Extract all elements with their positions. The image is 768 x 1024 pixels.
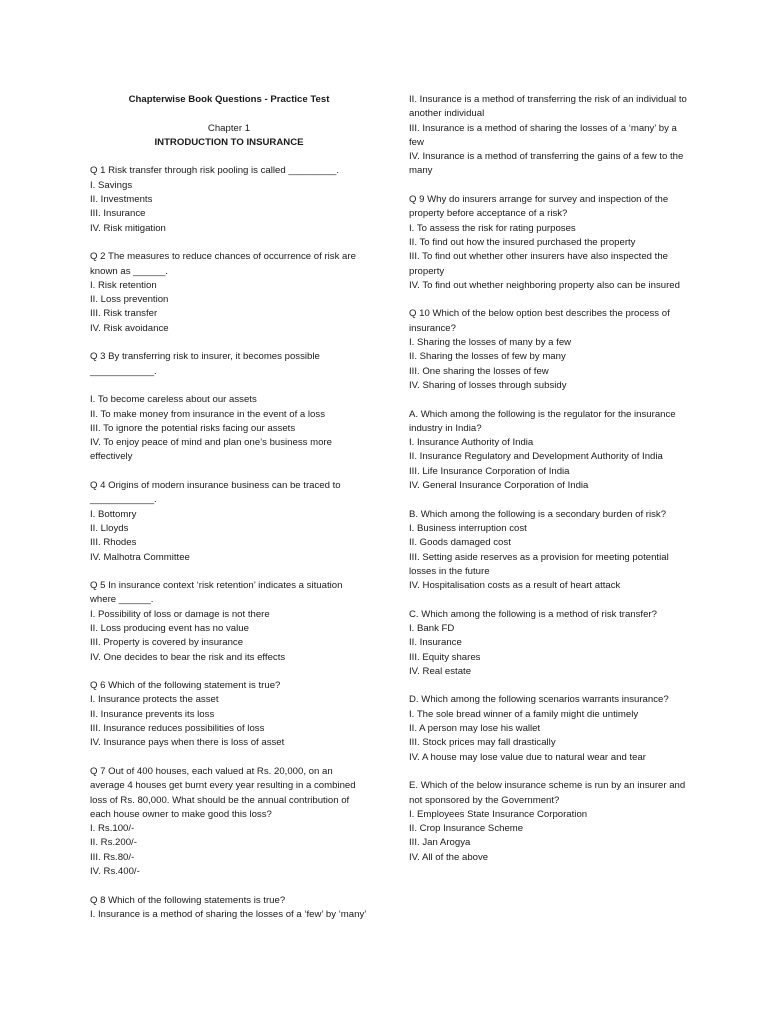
- answer-option: III. To find out whether other insurers have also inspected the property: [409, 251, 669, 277]
- question-prompt: Q 7 Out of 400 houses, each valued at Rs. 20,000, on an average 4 houses get burnt every year resulting in a combined loss of Rs. 80,000. What should be the annual contribution of each house owner to make good this loss?: [90, 765, 356, 820]
- question-block: [409, 608, 691, 679]
- answer-option: IV. To find out whether neighboring property also can be insured: [409, 279, 680, 291]
- question-prompt: Q 9 Why do insurers arrange for survey and inspection of the property before acceptance of a risk?: [409, 194, 669, 220]
- answer-option: III. Rs.80/-: [90, 851, 135, 863]
- answer-option: III. Setting aside reserves as a provision for meeting potential losses in the future: [409, 551, 669, 577]
- question-prompt: Q 8 Which of the following statements is true?: [90, 894, 286, 906]
- answer-option: IV. To enjoy peace of mind and plan one’s business more effectively: [90, 437, 332, 463]
- answer-option: II. Loss producing event has no value: [90, 622, 249, 634]
- answer-option: IV. Hospitalisation costs as a result of heart attack: [409, 580, 621, 592]
- answer-option: III. Stock prices may fall drastically: [409, 737, 556, 749]
- question-prompt: B. Which among the following is a secondary burden of risk?: [409, 508, 667, 520]
- answer-option: IV. Risk mitigation: [90, 222, 166, 234]
- answer-option: IV. Real estate: [409, 665, 472, 677]
- question-prompt: Q 6 Which of the following statement is true?: [90, 680, 281, 692]
- chapter-title: INTRODUCTION TO INSURANCE: [154, 136, 304, 148]
- answer-option: I. Employees State Insurance Corporation: [409, 808, 588, 820]
- blank-line: [90, 379, 368, 393]
- answer-option: I. Rs.100/-: [90, 823, 135, 835]
- answer-option: I. Business interruption cost: [409, 522, 527, 534]
- left-column: [90, 93, 368, 937]
- question-block: [409, 693, 691, 764]
- answer-option: II. Sharing the losses of few by many: [409, 351, 566, 363]
- answer-option: III. Property is covered by insurance: [90, 637, 244, 649]
- answer-option: I. Sharing the losses of many by a few: [409, 337, 572, 349]
- question-block: [90, 164, 368, 235]
- question-prompt: E. Which of the below insurance scheme is run by an insurer and not sponsored by the Government?: [409, 780, 686, 806]
- answer-option: II. Goods damaged cost: [409, 537, 511, 549]
- answer-option: II. Crop Insurance Scheme: [409, 823, 524, 835]
- answer-option: IV. Insurance pays when there is loss of asset: [90, 737, 285, 749]
- document-header: [90, 93, 368, 150]
- left-question-list: [90, 164, 368, 922]
- answer-option: I. Savings: [90, 179, 133, 191]
- answer-option: II. Insurance Regulatory and Development Authority of India: [409, 451, 663, 463]
- question-block: [409, 93, 691, 179]
- question-prompt: Q 1 Risk transfer through risk pooling is called _________.: [90, 165, 340, 177]
- answer-option: II. Insurance: [409, 637, 462, 649]
- question-block: [409, 307, 691, 393]
- question-block: [409, 408, 691, 494]
- answer-option: II. To find out how the insured purchased the property: [409, 236, 636, 248]
- chapter-number: Chapter 1: [207, 122, 251, 134]
- answer-option: III. Insurance is a method of sharing the losses of a ‘many’ by a few: [409, 122, 677, 148]
- answer-option: I. Risk retention: [90, 279, 157, 291]
- answer-option: II. Insurance prevents its loss: [90, 708, 215, 720]
- answer-option: IV. Malhotra Committee: [90, 551, 190, 563]
- answer-option: IV. One decides to bear the risk and its effects: [90, 651, 286, 663]
- answer-option: I. Bank FD: [409, 622, 455, 634]
- question-block: [90, 765, 368, 879]
- answer-option: III. Insurance reduces possibilities of loss: [90, 723, 265, 735]
- document-title: Chapterwise Book Questions - Practice Test: [128, 94, 330, 105]
- question-prompt: Q 4 Origins of modern insurance business can be traced to ____________.: [90, 480, 341, 506]
- question-block: [90, 679, 368, 750]
- answer-option: I. Possibility of loss or damage is not there: [90, 608, 270, 620]
- answer-option: IV. Insurance is a method of transferring the gains of a few to the many: [409, 151, 684, 177]
- answer-option: I. To become careless about our assets: [90, 394, 257, 406]
- answer-option: III. Life Insurance Corporation of India: [409, 465, 570, 477]
- answer-option: III. Rhodes: [90, 537, 137, 549]
- question-prompt: A. Which among the following is the regulator for the insurance industry in India?: [409, 408, 676, 434]
- answer-option: IV. All of the above: [409, 851, 489, 863]
- question-prompt: Q 5 In insurance context ‘risk retention’ indicates a situation where ______.: [90, 580, 343, 606]
- answer-option: III. Jan Arogya: [409, 837, 471, 849]
- answer-option: III. One sharing the losses of few: [409, 365, 549, 377]
- answer-option: III. Risk transfer: [90, 308, 158, 320]
- answer-option: II. Insurance is a method of transferring the risk of an individual to another individual: [409, 94, 687, 120]
- question-block: [90, 479, 368, 565]
- question-block: [90, 250, 368, 336]
- question-prompt: Q 3 By transferring risk to insurer, it becomes possible ____________.: [90, 351, 320, 377]
- question-prompt: Q 10 Which of the below option best describes the process of insurance?: [409, 308, 670, 334]
- answer-option: III. To ignore the potential risks facing our assets: [90, 422, 296, 434]
- question-block: [409, 508, 691, 594]
- answer-option: IV. Sharing of losses through subsidy: [409, 379, 567, 391]
- answer-option: IV. Risk avoidance: [90, 322, 169, 334]
- answer-option: II. Loss prevention: [90, 294, 169, 306]
- question-block: [409, 193, 691, 293]
- answer-option: I. Insurance Authority of India: [409, 437, 534, 449]
- question-block: [409, 779, 691, 865]
- question-prompt: D. Which among the following scenarios warrants insurance?: [409, 694, 669, 706]
- answer-option: II. Rs.200/-: [90, 837, 137, 849]
- answer-option: II. Lloyds: [90, 522, 129, 534]
- right-question-list: [409, 93, 691, 865]
- answer-option: IV. A house may lose value due to natural wear and tear: [409, 751, 646, 763]
- answer-option: I. Insurance is a method of sharing the losses of a ‘few’ by ‘many’: [90, 908, 367, 920]
- answer-option: III. Insurance: [90, 208, 146, 220]
- answer-option: IV. General Insurance Corporation of India: [409, 480, 589, 492]
- answer-option: I. Insurance protects the asset: [90, 694, 219, 706]
- answer-option: III. Equity shares: [409, 651, 481, 663]
- question-prompt: C. Which among the following is a method of risk transfer?: [409, 608, 657, 620]
- answer-option: II. A person may lose his wallet: [409, 723, 541, 735]
- answer-option: I. To assess the risk for rating purposes: [409, 222, 576, 234]
- question-block: [90, 579, 368, 665]
- answer-option: I. Bottomry: [90, 508, 137, 520]
- question-block: [90, 894, 368, 923]
- answer-option: II. To make money from insurance in the event of a loss: [90, 408, 325, 420]
- question-prompt: Q 2 The measures to reduce chances of occurrence of risk are known as ______.: [90, 251, 356, 277]
- question-block: [90, 350, 368, 464]
- answer-option: II. Investments: [90, 194, 153, 206]
- answer-option: I. The sole bread winner of a family might die untimely: [409, 708, 639, 720]
- answer-option: IV. Rs.400/-: [90, 866, 140, 878]
- right-column: [409, 93, 691, 879]
